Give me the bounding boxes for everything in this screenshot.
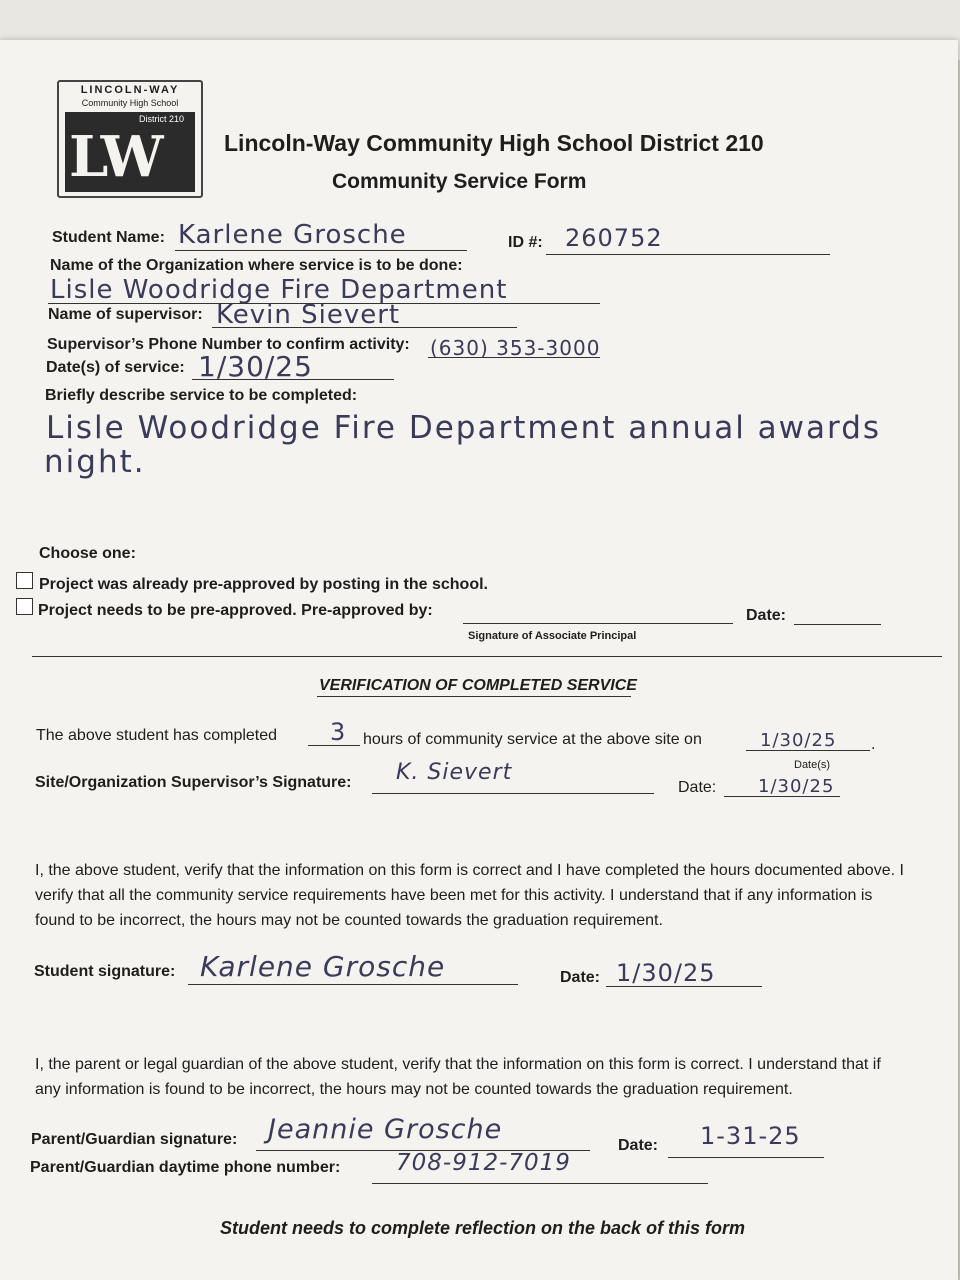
option1-checkbox[interactable] (16, 572, 33, 589)
supervisor-date-value[interactable]: 1/30/25 (758, 776, 835, 797)
logo-line3: District 210 (139, 114, 185, 124)
supervisor-signature-label: Site/Organization Supervisor’s Signature: (35, 774, 352, 791)
supervisor-label: Name of supervisor: (48, 306, 203, 323)
supervisor-phone-label: Supervisor’s Phone Number to confirm activity: (47, 336, 410, 353)
form-subtitle: Community Service Form (332, 170, 587, 193)
parent-phone-label: Parent/Guardian daytime phone number: (30, 1159, 341, 1176)
student-date-value[interactable]: 1/30/25 (616, 959, 716, 987)
parent-signature-label: Parent/Guardian signature: (31, 1131, 238, 1148)
preapproval-signature-caption: Signature of Associate Principal (468, 630, 637, 642)
student-signature-line (188, 984, 518, 985)
site-date-period: . (871, 736, 876, 753)
id-value[interactable]: 260752 (565, 224, 663, 252)
supervisor-date-line (724, 796, 840, 797)
logo-mark-box (65, 112, 195, 192)
preapproval-date-line[interactable] (794, 624, 881, 625)
student-verification-text: I, the above student, verify that the information on this form is correct and I have completed the hours documented above. I verify that all the community service requirements have been met for this activity. I understand that if any information is found to be incorrect, the hours may not be counted towards the graduation requirement. (35, 862, 904, 929)
page-title: Lincoln-Way Community High School District 210 (224, 130, 764, 156)
logo-line2: Community High School (81, 98, 179, 108)
service-dates-label: Date(s) of service: (46, 359, 185, 376)
choose-one-label: Choose one: (39, 545, 136, 562)
dates-line (192, 379, 394, 380)
supervisor-signature-value[interactable]: K. Sievert (396, 760, 513, 785)
student-signature-value[interactable]: Karlene Grosche (200, 950, 446, 983)
hours-value[interactable]: 3 (330, 718, 347, 746)
parent-verification-text: I, the parent or legal guardian of the above student, verify that the information on this form is correct. I understand that if any information is found to be incorrect, the hours may not be counted towards the graduation requirement. (35, 1056, 881, 1098)
option1-label: Project was already pre-approved by posting in the school. (39, 576, 488, 593)
student-signature-label: Student signature: (34, 963, 176, 980)
hours-text-before: The above student has completed (36, 727, 278, 744)
id-label: ID #: (508, 234, 543, 251)
parent-date-line (668, 1157, 824, 1158)
hours-text-after: hours of community service at the above site on (363, 731, 702, 748)
option2-label: Project needs to be pre-approved. Pre-approved by: (38, 602, 433, 619)
student-name-line (175, 250, 467, 251)
school-logo (57, 80, 203, 198)
site-date-line (746, 750, 870, 751)
student-date-line (606, 986, 762, 987)
logo-mark: LW (69, 124, 160, 190)
organization-label: Name of the Organization where service is to be done: (50, 257, 463, 274)
id-line (546, 254, 830, 255)
parent-phone-line (372, 1183, 708, 1184)
verification-heading: VERIFICATION OF COMPLETED SERVICE (319, 677, 637, 694)
hours-line (308, 745, 360, 746)
parent-date-label: Date: (618, 1137, 659, 1154)
supervisor-line (212, 327, 517, 328)
service-dates-value[interactable]: 1/30/25 (198, 350, 313, 383)
parent-phone-value[interactable]: 708-912-7019 (396, 1150, 571, 1176)
describe-line1[interactable]: Lisle Woodridge Fire Department annual awards (46, 410, 882, 446)
student-name-label: Student Name: (52, 229, 165, 246)
preapproval-date-label: Date: (746, 607, 787, 624)
describe-label: Briefly describe service to be completed: (45, 387, 358, 404)
option2-checkbox[interactable] (16, 598, 33, 615)
supervisor-signature-line (372, 793, 654, 794)
student-name-value[interactable]: Karlene Grosche (178, 220, 407, 250)
parent-date-value[interactable]: 1-31-25 (700, 1122, 801, 1150)
verification-heading-underline (317, 696, 631, 697)
student-date-label: Date: (560, 969, 601, 986)
describe-line2[interactable]: night. (44, 444, 146, 480)
supervisor-date-label: Date: (678, 779, 717, 796)
section-divider (32, 656, 942, 657)
dates-caption: Date(s) (794, 759, 831, 771)
organization-value[interactable]: Lisle Woodridge Fire Department (50, 275, 508, 305)
site-date-value[interactable]: 1/30/25 (760, 730, 837, 751)
logo-line1: LINCOLN-WAY (80, 84, 180, 96)
footer-note: Student needs to complete reflection on the back of this form (220, 1218, 746, 1238)
supervisor-value[interactable]: Kevin Sievert (216, 300, 401, 330)
supervisor-phone-value[interactable]: (630) 353-3000 (430, 336, 601, 360)
parent-signature-value[interactable]: Jeannie Grosche (268, 1114, 503, 1145)
preapproval-signature-line[interactable] (463, 623, 733, 624)
phone-line (428, 357, 600, 358)
